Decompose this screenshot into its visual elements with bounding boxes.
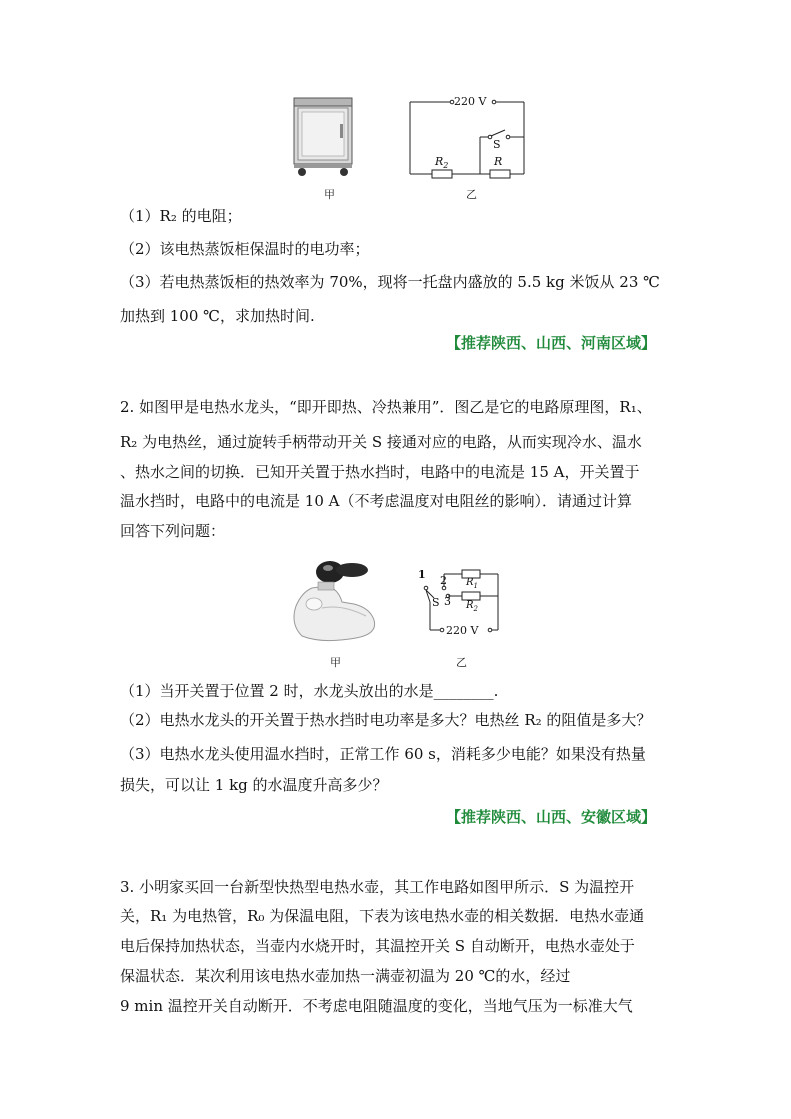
figure-1-circuit-diagram — [404, 92, 534, 182]
fig1-caption-right: 乙 — [466, 188, 477, 201]
p2-line-2: R₂ 为电热丝，通过旋转手柄带动开关 S 接通对应的电路，从而实现冷水、温水 — [120, 433, 642, 451]
fig2-voltage-label: 220 V — [446, 624, 479, 637]
p2-question-3-line-1: （3）电热水龙头使用温水挡时，正常工作 60 s，消耗多少电能？如果没有热量 — [120, 745, 646, 763]
p1-question-3-line-1: （3）若电热蒸饭柜的热效率为 70%，现将一托盘内盛放的 5.5 kg 米饭从 23 ℃ — [120, 273, 660, 291]
p1-question-1: （1）R₂ 的电阻； — [120, 207, 242, 225]
figure-1-cabinet-image — [288, 94, 358, 178]
p2-line-3: 、热水之间的切换．已知开关置于热水挡时，电路中的电流是 15 A，开关置于 — [120, 463, 640, 481]
p1-question-3-line-2: 加热到 100 ℃，求加热时间. — [120, 307, 315, 325]
figure-2-circuit-diagram — [414, 568, 504, 638]
fig1-r-label: R — [494, 155, 503, 168]
fig2-pos-1: 1 — [418, 568, 426, 581]
fig1-switch-label: S — [493, 138, 501, 151]
p2-line-1: 2. 如图甲是电热水龙头，“即开即热、冷热兼用”．图乙是它的电路原理图，R₁、 — [120, 398, 652, 416]
fig2-pos-3: 3 — [444, 595, 451, 608]
p3-line-2: 关，R₁ 为电热管，R₀ 为保温电阻，下表为该电热水壶的相关数据．电热水壶通 — [120, 907, 645, 925]
fig2-switch-label: S — [432, 596, 440, 609]
p3-line-1: 3. 小明家买回一台新型快热型电热水壶，其工作电路如图甲所示．S 为温控开 — [120, 878, 635, 896]
p2-line-4: 温水挡时，电路中的电流是 10 A（不考虑温度对电阻丝的影响）．请通过计算 — [120, 492, 632, 510]
p2-question-2: （2）电热水龙头的开关置于热水挡时电功率是多大？电热丝 R₂ 的阻值是多大？ — [120, 711, 652, 729]
p2-line-5: 回答下列问题： — [120, 522, 226, 540]
fig2-caption-right: 乙 — [456, 656, 467, 669]
fig2-r2-label: $R_2$ — [466, 600, 478, 613]
p1-question-2: （2）该电热蒸饭柜保温时的电功率； — [120, 240, 370, 258]
fig2-pos-2: 2 — [440, 574, 447, 587]
p3-line-5: 9 min 温控开关自动断开．不考虑电阻随温度的变化，当地气压为一标准大气 — [120, 997, 633, 1015]
fig1-caption-left: 甲 — [324, 188, 335, 201]
p2-question-3-line-2: 损失，可以让 1 kg 的水温度升高多少？ — [120, 776, 388, 794]
p2-question-1: （1）当开关置于位置 2 时，水龙头放出的水是________. — [120, 682, 499, 700]
figure-2-faucet-image — [282, 558, 382, 648]
p2-region-tag: 【推荐陕西、山西、安徽区域】 — [446, 808, 657, 826]
fig1-voltage-label: 220 V — [454, 95, 487, 108]
fig2-caption-left: 甲 — [330, 656, 341, 669]
p1-region-tag: 【推荐陕西、山西、河南区域】 — [446, 334, 657, 352]
fig2-r1-label: $R_1$ — [466, 577, 478, 590]
p3-line-3: 电后保持加热状态，当壶内水烧开时，其温控开关 S 自动断开，电热水壶处于 — [120, 937, 635, 955]
p3-line-4: 保温状态．某次利用该电热水壶加热一满壶初温为 20 ℃的水，经过 — [120, 967, 571, 985]
fig1-r2-label: $R_2$ — [435, 155, 449, 171]
